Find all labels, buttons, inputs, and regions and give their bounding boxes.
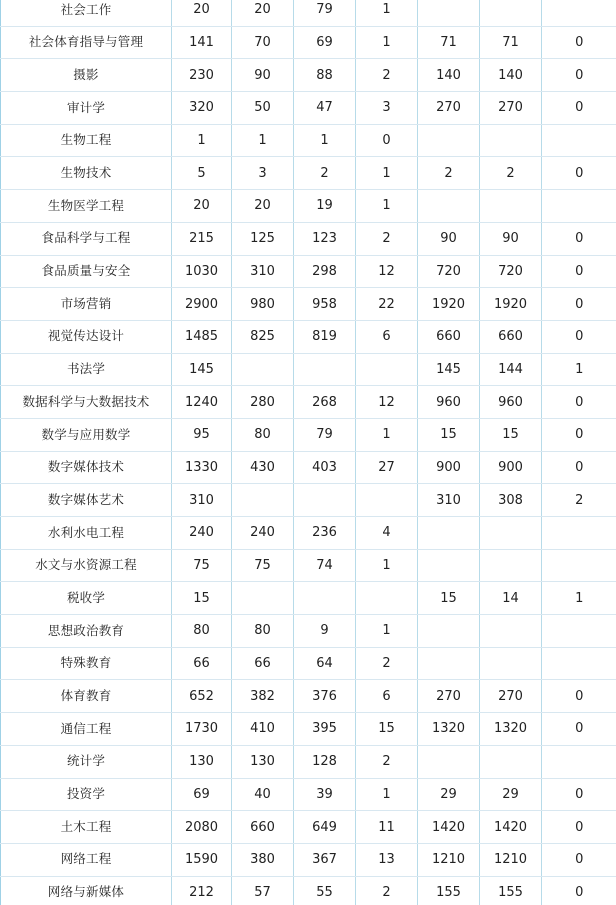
col-5-cell: 1320 bbox=[418, 713, 480, 746]
col-4-cell: 1 bbox=[356, 0, 418, 26]
col-6-cell: 144 bbox=[480, 353, 542, 386]
col-3-cell: 958 bbox=[294, 288, 356, 321]
col-6-cell: 308 bbox=[480, 484, 542, 517]
col-6-cell: 2 bbox=[480, 157, 542, 190]
col-2-cell: 825 bbox=[232, 320, 294, 353]
major-name-cell: 社会工作 bbox=[1, 0, 172, 26]
col-7-cell: 0 bbox=[542, 288, 616, 321]
col-7-cell bbox=[542, 190, 616, 223]
total-cell: 1730 bbox=[172, 713, 232, 746]
col-3-cell: 88 bbox=[294, 59, 356, 92]
table-row bbox=[1, 484, 616, 517]
col-4-cell: 1 bbox=[356, 549, 418, 582]
total-cell: 130 bbox=[172, 745, 232, 778]
col-6-cell: 29 bbox=[480, 778, 542, 811]
col-7-cell: 0 bbox=[542, 386, 616, 419]
col-4-cell bbox=[356, 353, 418, 386]
total-cell: 1590 bbox=[172, 843, 232, 876]
col-7-cell: 0 bbox=[542, 680, 616, 713]
col-5-cell: 960 bbox=[418, 386, 480, 419]
col-4-cell: 6 bbox=[356, 320, 418, 353]
total-cell: 80 bbox=[172, 615, 232, 648]
table-row bbox=[1, 288, 616, 321]
table-row bbox=[1, 745, 616, 778]
col-4-cell: 1 bbox=[356, 615, 418, 648]
major-name-cell: 水文与水资源工程 bbox=[1, 549, 172, 582]
col-7-cell: 0 bbox=[542, 876, 616, 905]
table-body bbox=[1, 0, 616, 905]
col-4-cell: 2 bbox=[356, 647, 418, 680]
col-6-cell: 960 bbox=[480, 386, 542, 419]
col-5-cell bbox=[418, 615, 480, 648]
col-3-cell bbox=[294, 353, 356, 386]
col-6-cell bbox=[480, 190, 542, 223]
col-3-cell: 47 bbox=[294, 92, 356, 125]
col-4-cell: 11 bbox=[356, 811, 418, 844]
col-3-cell: 39 bbox=[294, 778, 356, 811]
col-4-cell: 22 bbox=[356, 288, 418, 321]
col-2-cell: 380 bbox=[232, 843, 294, 876]
col-5-cell bbox=[418, 124, 480, 157]
total-cell: 141 bbox=[172, 26, 232, 59]
col-4-cell: 1 bbox=[356, 26, 418, 59]
table-row bbox=[1, 451, 616, 484]
table-row bbox=[1, 517, 616, 550]
col-7-cell bbox=[542, 745, 616, 778]
table-row bbox=[1, 353, 616, 386]
table-row bbox=[1, 582, 616, 615]
major-name-cell: 书法学 bbox=[1, 353, 172, 386]
col-5-cell: 140 bbox=[418, 59, 480, 92]
col-6-cell: 1920 bbox=[480, 288, 542, 321]
col-4-cell bbox=[356, 484, 418, 517]
col-2-cell bbox=[232, 353, 294, 386]
col-2-cell: 660 bbox=[232, 811, 294, 844]
col-3-cell: 367 bbox=[294, 843, 356, 876]
col-2-cell: 20 bbox=[232, 0, 294, 26]
col-6-cell bbox=[480, 124, 542, 157]
col-7-cell: 2 bbox=[542, 484, 616, 517]
col-7-cell: 0 bbox=[542, 713, 616, 746]
col-3-cell: 79 bbox=[294, 0, 356, 26]
col-6-cell: 270 bbox=[480, 92, 542, 125]
col-7-cell bbox=[542, 647, 616, 680]
col-6-cell: 1210 bbox=[480, 843, 542, 876]
table-row bbox=[1, 615, 616, 648]
col-7-cell: 0 bbox=[542, 320, 616, 353]
col-5-cell: 1920 bbox=[418, 288, 480, 321]
col-6-cell: 1320 bbox=[480, 713, 542, 746]
major-name-cell: 思想政治教育 bbox=[1, 615, 172, 648]
col-3-cell: 395 bbox=[294, 713, 356, 746]
col-4-cell: 3 bbox=[356, 92, 418, 125]
total-cell: 95 bbox=[172, 418, 232, 451]
col-2-cell: 410 bbox=[232, 713, 294, 746]
col-6-cell: 660 bbox=[480, 320, 542, 353]
col-3-cell: 55 bbox=[294, 876, 356, 905]
col-5-cell: 2 bbox=[418, 157, 480, 190]
total-cell: 212 bbox=[172, 876, 232, 905]
col-5-cell: 71 bbox=[418, 26, 480, 59]
col-4-cell: 1 bbox=[356, 778, 418, 811]
table-row bbox=[1, 876, 616, 905]
table-row bbox=[1, 59, 616, 92]
total-cell: 2900 bbox=[172, 288, 232, 321]
col-3-cell: 79 bbox=[294, 418, 356, 451]
table-row bbox=[1, 680, 616, 713]
col-7-cell bbox=[542, 124, 616, 157]
col-2-cell: 130 bbox=[232, 745, 294, 778]
major-name-cell: 税收学 bbox=[1, 582, 172, 615]
col-2-cell: 382 bbox=[232, 680, 294, 713]
col-7-cell: 0 bbox=[542, 222, 616, 255]
total-cell: 310 bbox=[172, 484, 232, 517]
col-6-cell bbox=[480, 0, 542, 26]
total-cell: 5 bbox=[172, 157, 232, 190]
col-2-cell: 75 bbox=[232, 549, 294, 582]
total-cell: 20 bbox=[172, 0, 232, 26]
col-7-cell: 0 bbox=[542, 843, 616, 876]
col-3-cell: 298 bbox=[294, 255, 356, 288]
col-5-cell: 1210 bbox=[418, 843, 480, 876]
total-cell: 75 bbox=[172, 549, 232, 582]
col-7-cell: 0 bbox=[542, 157, 616, 190]
col-4-cell: 1 bbox=[356, 418, 418, 451]
col-4-cell: 4 bbox=[356, 517, 418, 550]
col-5-cell bbox=[418, 0, 480, 26]
col-2-cell: 66 bbox=[232, 647, 294, 680]
table-row bbox=[1, 255, 616, 288]
col-4-cell bbox=[356, 582, 418, 615]
col-5-cell: 660 bbox=[418, 320, 480, 353]
major-name-cell: 统计学 bbox=[1, 745, 172, 778]
col-6-cell bbox=[480, 647, 542, 680]
col-2-cell: 240 bbox=[232, 517, 294, 550]
col-4-cell: 13 bbox=[356, 843, 418, 876]
col-2-cell: 20 bbox=[232, 190, 294, 223]
col-3-cell: 403 bbox=[294, 451, 356, 484]
col-5-cell: 29 bbox=[418, 778, 480, 811]
col-4-cell: 12 bbox=[356, 255, 418, 288]
major-name-cell: 摄影 bbox=[1, 59, 172, 92]
col-7-cell: 0 bbox=[542, 26, 616, 59]
major-name-cell: 社会体育指导与管理 bbox=[1, 26, 172, 59]
col-2-cell: 310 bbox=[232, 255, 294, 288]
col-3-cell bbox=[294, 582, 356, 615]
major-name-cell: 特殊教育 bbox=[1, 647, 172, 680]
col-7-cell bbox=[542, 0, 616, 26]
table-row bbox=[1, 157, 616, 190]
col-3-cell: 376 bbox=[294, 680, 356, 713]
col-4-cell: 1 bbox=[356, 157, 418, 190]
col-4-cell: 15 bbox=[356, 713, 418, 746]
col-7-cell bbox=[542, 517, 616, 550]
col-2-cell bbox=[232, 484, 294, 517]
col-4-cell: 2 bbox=[356, 745, 418, 778]
col-6-cell bbox=[480, 615, 542, 648]
col-6-cell bbox=[480, 745, 542, 778]
table-row bbox=[1, 647, 616, 680]
col-6-cell: 15 bbox=[480, 418, 542, 451]
major-name-cell: 市场营销 bbox=[1, 288, 172, 321]
col-5-cell: 720 bbox=[418, 255, 480, 288]
col-2-cell: 70 bbox=[232, 26, 294, 59]
total-cell: 240 bbox=[172, 517, 232, 550]
major-name-cell: 数字媒体技术 bbox=[1, 451, 172, 484]
col-2-cell: 3 bbox=[232, 157, 294, 190]
col-2-cell: 280 bbox=[232, 386, 294, 419]
major-name-cell: 投资学 bbox=[1, 778, 172, 811]
total-cell: 1240 bbox=[172, 386, 232, 419]
table-row bbox=[1, 418, 616, 451]
table-row bbox=[1, 713, 616, 746]
major-name-cell: 食品科学与工程 bbox=[1, 222, 172, 255]
major-name-cell: 网络工程 bbox=[1, 843, 172, 876]
col-6-cell: 14 bbox=[480, 582, 542, 615]
col-4-cell: 27 bbox=[356, 451, 418, 484]
col-6-cell: 90 bbox=[480, 222, 542, 255]
col-5-cell: 90 bbox=[418, 222, 480, 255]
major-name-cell: 数字媒体艺术 bbox=[1, 484, 172, 517]
col-5-cell bbox=[418, 647, 480, 680]
col-5-cell bbox=[418, 549, 480, 582]
col-7-cell bbox=[542, 615, 616, 648]
col-2-cell: 1 bbox=[232, 124, 294, 157]
col-5-cell: 310 bbox=[418, 484, 480, 517]
total-cell: 320 bbox=[172, 92, 232, 125]
col-7-cell: 0 bbox=[542, 92, 616, 125]
col-3-cell: 2 bbox=[294, 157, 356, 190]
col-2-cell: 50 bbox=[232, 92, 294, 125]
major-name-cell: 生物工程 bbox=[1, 124, 172, 157]
total-cell: 1485 bbox=[172, 320, 232, 353]
table-row bbox=[1, 124, 616, 157]
table-row bbox=[1, 843, 616, 876]
total-cell: 66 bbox=[172, 647, 232, 680]
col-2-cell bbox=[232, 582, 294, 615]
col-3-cell: 128 bbox=[294, 745, 356, 778]
total-cell: 1030 bbox=[172, 255, 232, 288]
table-row bbox=[1, 320, 616, 353]
table-row bbox=[1, 386, 616, 419]
col-3-cell: 123 bbox=[294, 222, 356, 255]
col-4-cell: 0 bbox=[356, 124, 418, 157]
total-cell: 69 bbox=[172, 778, 232, 811]
col-6-cell bbox=[480, 517, 542, 550]
table-row bbox=[1, 222, 616, 255]
col-7-cell: 1 bbox=[542, 353, 616, 386]
col-3-cell: 268 bbox=[294, 386, 356, 419]
major-name-cell: 视觉传达设计 bbox=[1, 320, 172, 353]
col-4-cell: 2 bbox=[356, 222, 418, 255]
col-5-cell: 1420 bbox=[418, 811, 480, 844]
table-row bbox=[1, 549, 616, 582]
table-row bbox=[1, 778, 616, 811]
major-name-cell: 体育教育 bbox=[1, 680, 172, 713]
col-2-cell: 980 bbox=[232, 288, 294, 321]
col-6-cell: 720 bbox=[480, 255, 542, 288]
major-name-cell: 水利水电工程 bbox=[1, 517, 172, 550]
total-cell: 145 bbox=[172, 353, 232, 386]
major-name-cell: 数学与应用数学 bbox=[1, 418, 172, 451]
table-row bbox=[1, 811, 616, 844]
col-2-cell: 40 bbox=[232, 778, 294, 811]
col-3-cell: 649 bbox=[294, 811, 356, 844]
col-7-cell: 0 bbox=[542, 778, 616, 811]
col-2-cell: 90 bbox=[232, 59, 294, 92]
col-7-cell bbox=[542, 549, 616, 582]
col-3-cell: 69 bbox=[294, 26, 356, 59]
col-2-cell: 125 bbox=[232, 222, 294, 255]
col-4-cell: 1 bbox=[356, 190, 418, 223]
col-5-cell: 145 bbox=[418, 353, 480, 386]
col-3-cell: 236 bbox=[294, 517, 356, 550]
col-6-cell: 270 bbox=[480, 680, 542, 713]
col-3-cell: 9 bbox=[294, 615, 356, 648]
col-3-cell: 1 bbox=[294, 124, 356, 157]
col-4-cell: 2 bbox=[356, 59, 418, 92]
col-3-cell: 819 bbox=[294, 320, 356, 353]
col-7-cell: 0 bbox=[542, 255, 616, 288]
col-6-cell: 155 bbox=[480, 876, 542, 905]
col-7-cell: 0 bbox=[542, 811, 616, 844]
col-6-cell: 71 bbox=[480, 26, 542, 59]
major-name-cell: 食品质量与安全 bbox=[1, 255, 172, 288]
col-4-cell: 6 bbox=[356, 680, 418, 713]
total-cell: 15 bbox=[172, 582, 232, 615]
col-5-cell: 15 bbox=[418, 418, 480, 451]
col-3-cell: 64 bbox=[294, 647, 356, 680]
major-name-cell: 通信工程 bbox=[1, 713, 172, 746]
col-6-cell: 140 bbox=[480, 59, 542, 92]
col-6-cell: 900 bbox=[480, 451, 542, 484]
col-5-cell bbox=[418, 745, 480, 778]
col-6-cell: 1420 bbox=[480, 811, 542, 844]
total-cell: 2080 bbox=[172, 811, 232, 844]
total-cell: 652 bbox=[172, 680, 232, 713]
table-row bbox=[1, 0, 616, 26]
col-5-cell: 270 bbox=[418, 92, 480, 125]
col-2-cell: 430 bbox=[232, 451, 294, 484]
major-name-cell: 网络与新媒体 bbox=[1, 876, 172, 905]
table-row bbox=[1, 26, 616, 59]
major-name-cell: 生物技术 bbox=[1, 157, 172, 190]
col-5-cell: 900 bbox=[418, 451, 480, 484]
col-7-cell: 0 bbox=[542, 59, 616, 92]
table-row bbox=[1, 92, 616, 125]
major-name-cell: 审计学 bbox=[1, 92, 172, 125]
col-4-cell: 2 bbox=[356, 876, 418, 905]
major-name-cell: 数据科学与大数据技术 bbox=[1, 386, 172, 419]
col-7-cell: 1 bbox=[542, 582, 616, 615]
col-7-cell: 0 bbox=[542, 451, 616, 484]
col-4-cell: 12 bbox=[356, 386, 418, 419]
table-row bbox=[1, 190, 616, 223]
col-7-cell: 0 bbox=[542, 418, 616, 451]
col-3-cell: 74 bbox=[294, 549, 356, 582]
col-3-cell bbox=[294, 484, 356, 517]
total-cell: 1 bbox=[172, 124, 232, 157]
col-5-cell bbox=[418, 517, 480, 550]
col-2-cell: 80 bbox=[232, 418, 294, 451]
col-2-cell: 57 bbox=[232, 876, 294, 905]
major-name-cell: 生物医学工程 bbox=[1, 190, 172, 223]
col-5-cell: 270 bbox=[418, 680, 480, 713]
col-2-cell: 80 bbox=[232, 615, 294, 648]
total-cell: 1330 bbox=[172, 451, 232, 484]
col-5-cell: 155 bbox=[418, 876, 480, 905]
total-cell: 215 bbox=[172, 222, 232, 255]
col-6-cell bbox=[480, 549, 542, 582]
total-cell: 230 bbox=[172, 59, 232, 92]
total-cell: 20 bbox=[172, 190, 232, 223]
major-name-cell: 土木工程 bbox=[1, 811, 172, 844]
col-5-cell: 15 bbox=[418, 582, 480, 615]
col-3-cell: 19 bbox=[294, 190, 356, 223]
col-5-cell bbox=[418, 190, 480, 223]
